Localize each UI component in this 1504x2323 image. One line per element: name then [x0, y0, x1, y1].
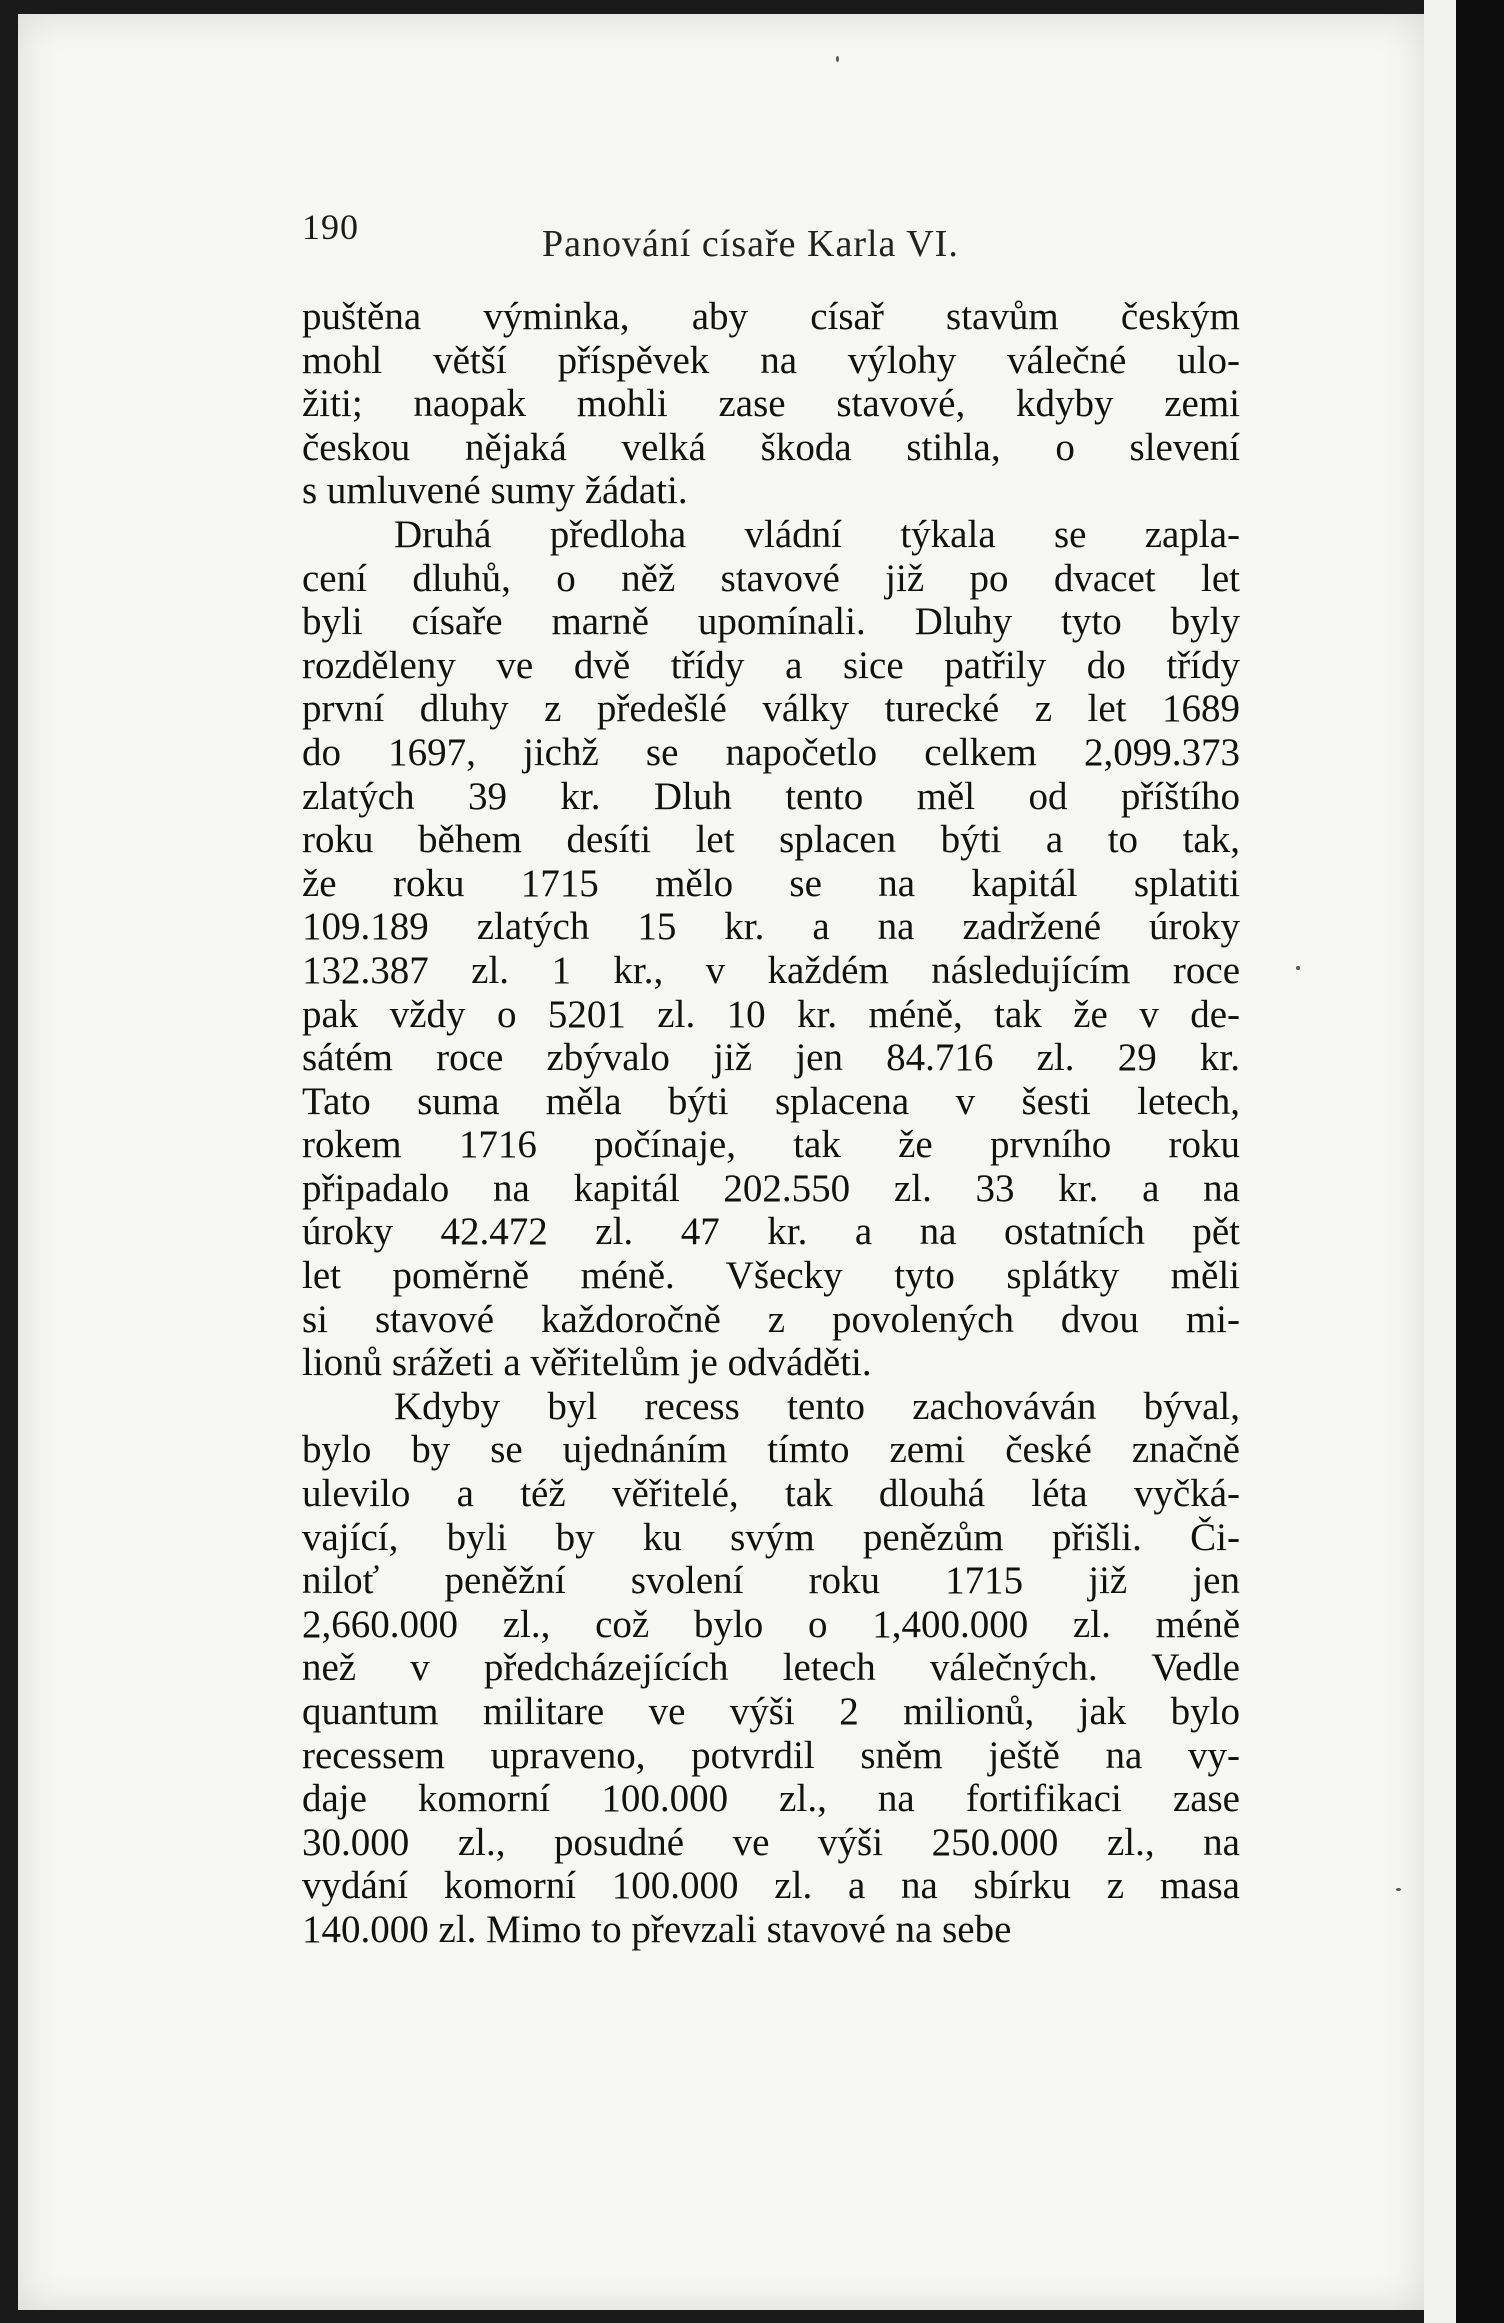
text-line: 132.387 zl. 1 kr., v každém následujícím roce	[302, 948, 1240, 992]
text-line: si stavové každoročně z povolených dvou mi-	[302, 1297, 1240, 1341]
text-line: cení dluhů, o něž stavové již po dvacet let	[302, 556, 1240, 600]
text-line: pak vždy o 5201 zl. 10 kr. méně, tak že v de-	[302, 992, 1240, 1036]
text-line: Kdyby byl recess tento zachováván býval,	[394, 1384, 1240, 1428]
text-line: 109.189 zlatých 15 kr. a na zadržené úroky	[302, 905, 1240, 949]
scan-speck	[1396, 1888, 1401, 1891]
text-line: úroky 42.472 zl. 47 kr. a na ostatních pět	[302, 1210, 1240, 1254]
text-line: žiti; naopak mohli zase stavové, kdyby zemi	[302, 382, 1240, 426]
paragraph	[302, 513, 1240, 1385]
text-line: ulevilo a též věřitelé, tak dlouhá léta vyčká-	[302, 1472, 1240, 1516]
page-number: 190	[302, 207, 359, 247]
text-line: než v předcházejících letech válečných. Vedle	[302, 1646, 1240, 1690]
text-line: do 1697, jichž se napočetlo celkem 2,099.373	[302, 730, 1240, 774]
text-line: 140.000 zl. Mimo to převzali stavové na sebe	[302, 1907, 1012, 1951]
scan-speck	[836, 56, 839, 62]
text-line: rozděleny ve dvě třídy a sice patřily do třídy	[302, 643, 1240, 687]
text-line: českou nějaká velká škoda stihla, o slevení	[302, 425, 1240, 469]
text-line: roku během desíti let splacen býti a to tak,	[302, 818, 1240, 862]
paragraph	[302, 1385, 1240, 1952]
text-line: první dluhy z předešlé války turecké z let 1689	[302, 687, 1240, 731]
page-header	[302, 200, 1242, 270]
next-page-edge	[1424, 0, 1456, 2323]
text-line: quantum militare ve výši 2 milionů, jak bylo	[302, 1690, 1240, 1733]
text-line: let poměrně méně. Všecky tyto splátky měli	[302, 1254, 1240, 1298]
text-line: 2,660.000 zl., což bylo o 1,400.000 zl. méně	[302, 1602, 1240, 1646]
text-line: lionů srážeti a věřitelům je odváděti.	[302, 1341, 872, 1385]
text-line: s umluvené sumy žádati.	[302, 469, 688, 513]
text-line: puštěna výminka, aby císař stavům českým	[302, 295, 1240, 338]
text-line: Tato suma měla býti splacena v šesti letech,	[302, 1079, 1240, 1123]
scan-speck	[1296, 966, 1300, 970]
text-line: rokem 1716 počínaje, tak že prvního roku	[302, 1123, 1240, 1167]
paragraph	[302, 295, 1240, 513]
text-line: že roku 1715 mělo se na kapitál splatiti	[302, 861, 1240, 905]
text-line: 30.000 zl., posudné ve výši 250.000 zl., na	[302, 1820, 1240, 1864]
text-line: recessem upraveno, potvrdil sněm ještě na vy-	[302, 1733, 1240, 1777]
text-line: byli císaře marně upomínali. Dluhy tyto byly	[302, 600, 1240, 644]
body-text	[302, 295, 1240, 1952]
text-line: bylo by se ujednáním tímto zemi české značně	[302, 1428, 1240, 1472]
running-head: Panování císaře Karla VI.	[542, 223, 959, 265]
text-line: niloť peněžní svolení roku 1715 již jen	[302, 1559, 1240, 1603]
text-line: daje komorní 100.000 zl., na fortifikaci zase	[302, 1777, 1240, 1821]
text-line: Druhá předloha vládní týkala se zapla-	[394, 512, 1240, 556]
text-line: vydání komorní 100.000 zl. a na sbírku z masa	[302, 1864, 1240, 1908]
text-line: mohl větší příspěvek na výlohy válečné ulo-	[302, 338, 1240, 382]
scan-border	[1456, 0, 1504, 2323]
text-line: připadalo na kapitál 202.550 zl. 33 kr. a na	[302, 1166, 1240, 1210]
text-line: vající, byli by ku svým penězům přišli. Či-	[302, 1515, 1240, 1559]
text-line: zlatých 39 kr. Dluh tento měl od příštího	[302, 774, 1240, 818]
text-line: sátém roce zbývalo již jen 84.716 zl. 29 kr.	[302, 1036, 1240, 1080]
